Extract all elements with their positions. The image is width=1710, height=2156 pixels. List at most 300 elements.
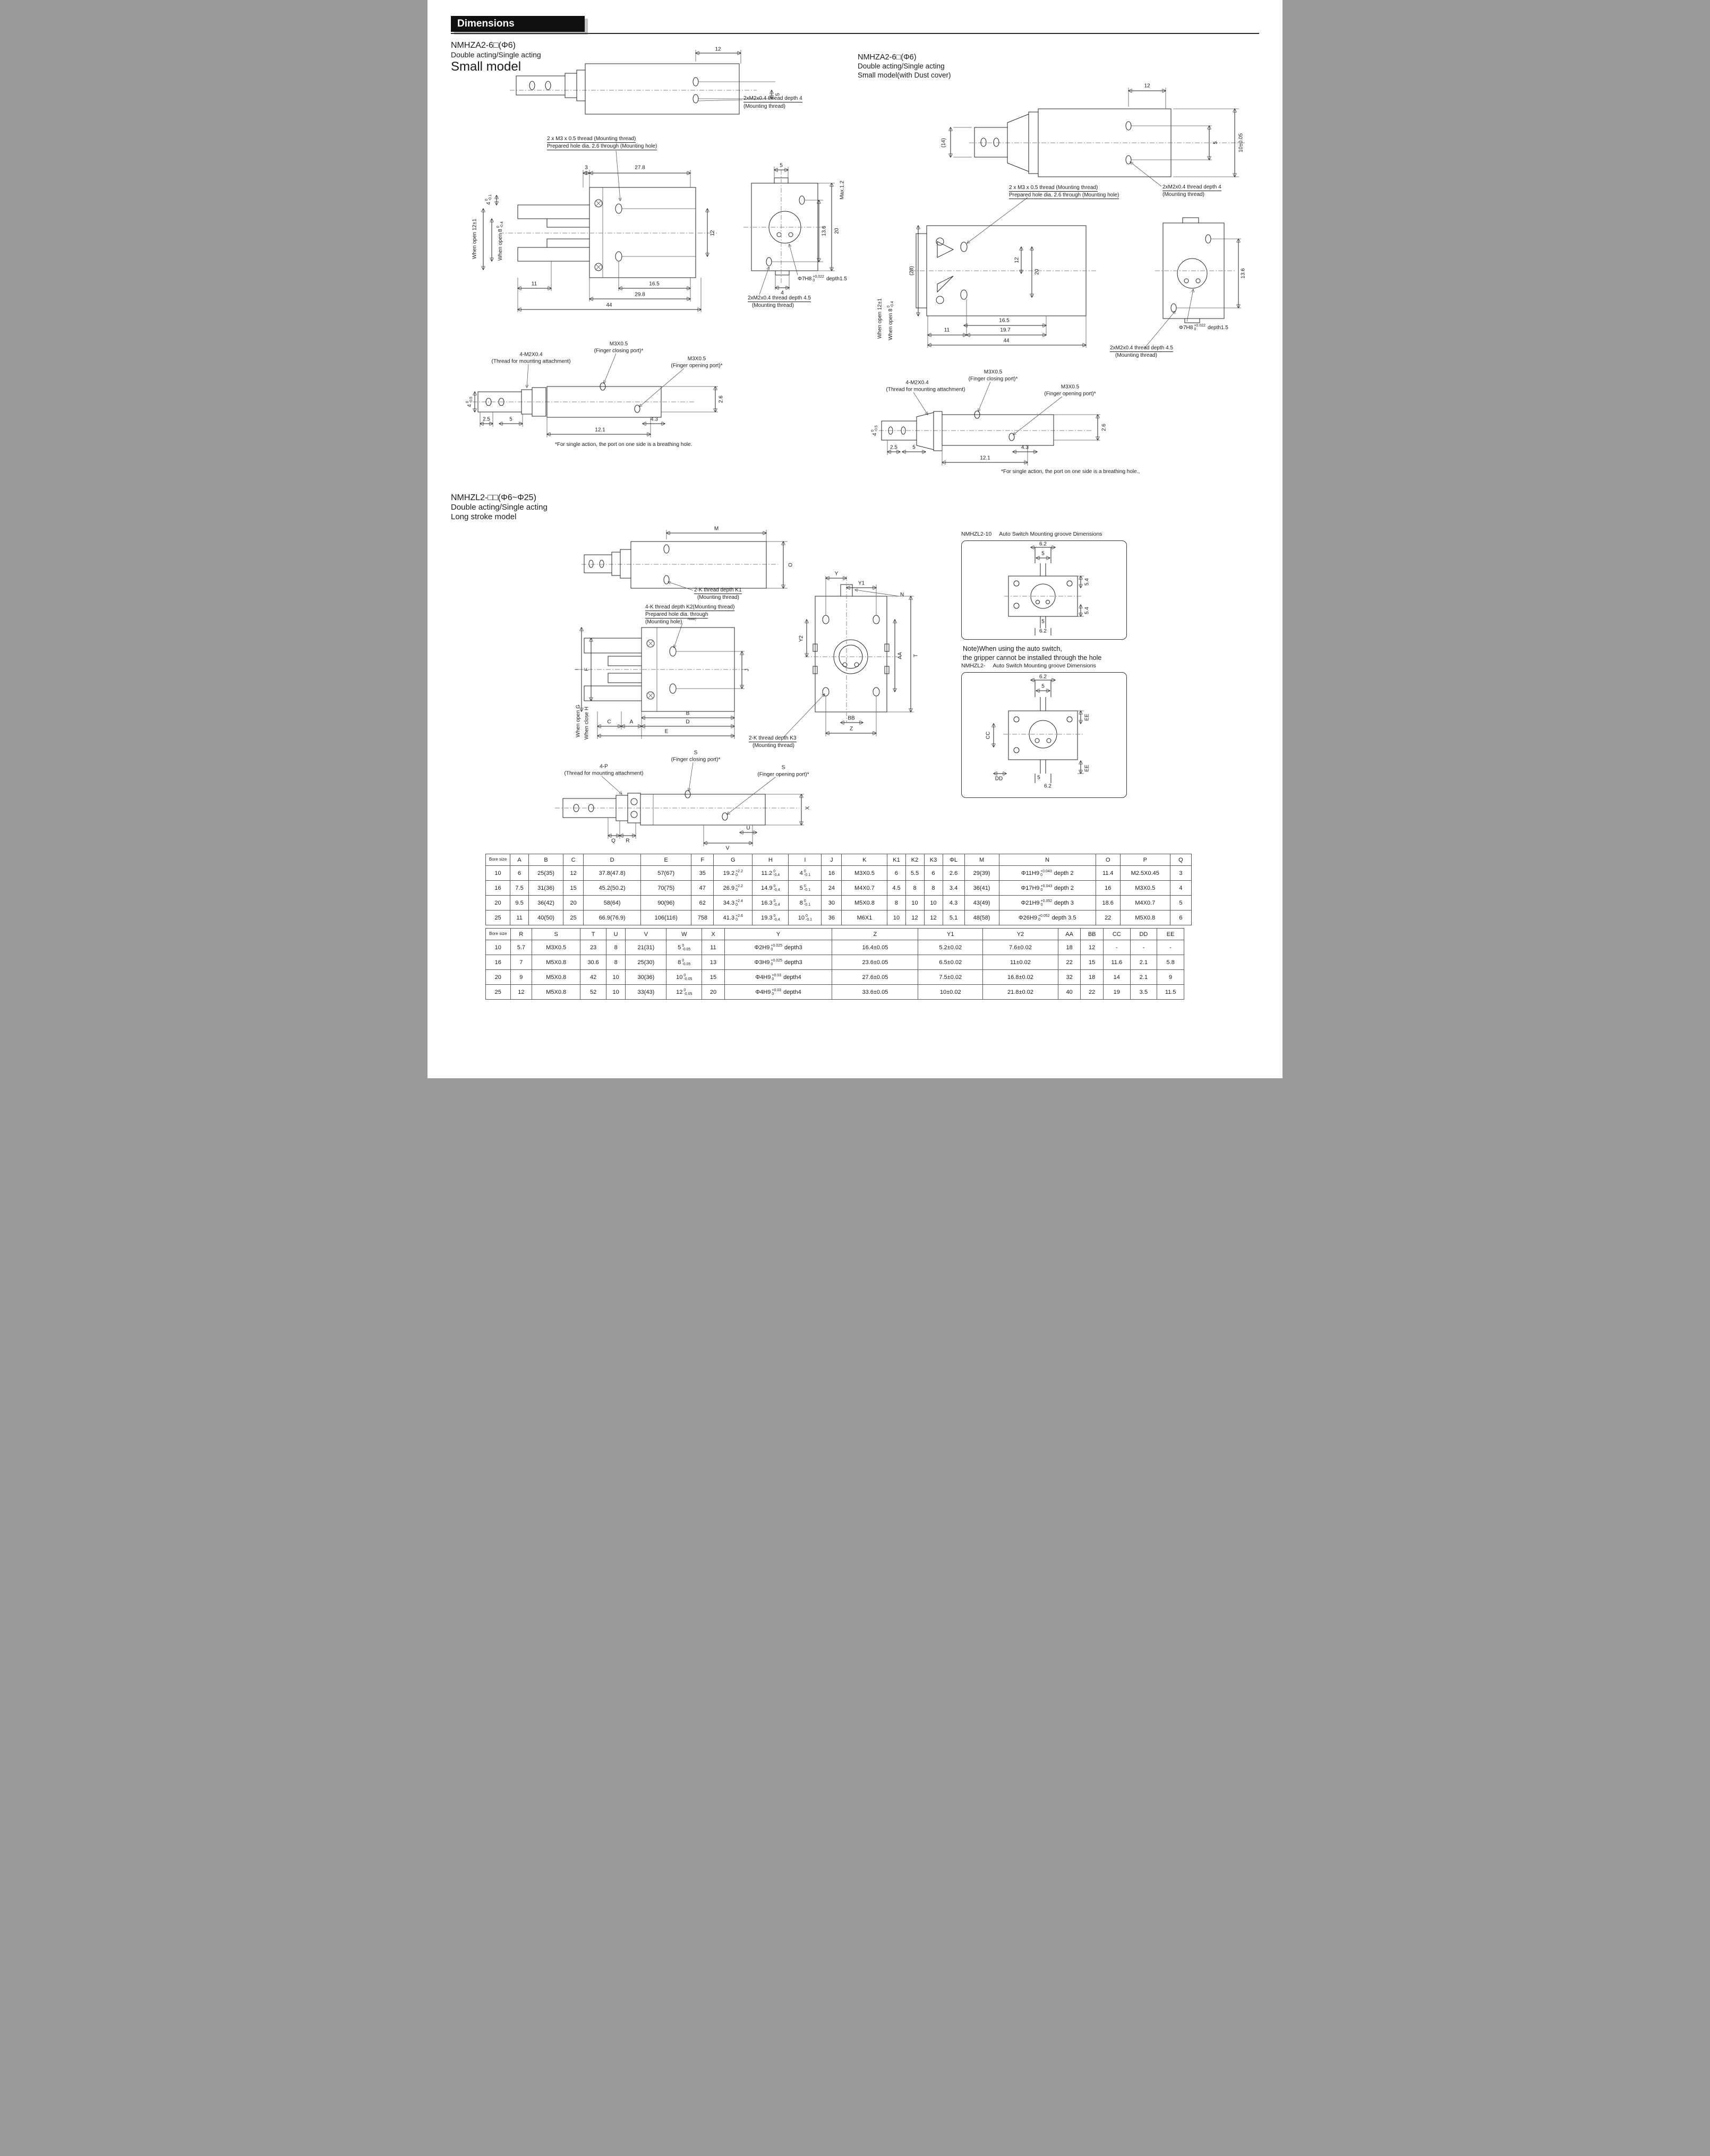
auto-switch-groove-box-2 [961, 672, 1127, 798]
dim: 2.6 [1101, 424, 1107, 431]
table-cell: 11.6 [1103, 955, 1130, 970]
dim: 12.1 [980, 455, 990, 461]
note-line-2: the gripper cannot be installed through the hole [963, 654, 1102, 662]
table-cell: 27.6±0.05 [832, 970, 918, 985]
dim: DD [995, 776, 1003, 782]
table-cell: 33(43) [626, 985, 666, 1000]
drawing-dust-front-view [868, 186, 1282, 364]
table-header-cell: K1 [887, 854, 905, 866]
table-cell: 16.8±0.02 [983, 970, 1058, 985]
dim: B [686, 710, 690, 717]
table-cell: 8 [606, 940, 625, 955]
dim: 6.2 [1039, 674, 1047, 680]
port-label: M3X0.5 [1061, 384, 1080, 390]
table-cell: 5.2±0.02 [918, 940, 983, 955]
table-header-cell: C [563, 854, 584, 866]
dim: When open 8 0 -0.4 [887, 301, 894, 340]
table-cell: 4 0 -0.1 [789, 866, 822, 881]
dim: EE [1084, 765, 1090, 772]
dim: Q [611, 838, 615, 844]
dim: 4 0 -0.1 [485, 194, 492, 205]
table-cell: 25 [486, 910, 510, 925]
table-cell: M5X0.8 [532, 970, 580, 985]
dim: 3 [585, 165, 588, 171]
table-header-cell: R [510, 929, 532, 940]
port-label: (Finger closing port)* [671, 757, 721, 763]
table-cell: 66.9(76.9) [584, 910, 641, 925]
callout-label: 2xM2x0.4 thread depth 4.5 [748, 295, 811, 301]
table-cell: 10 [905, 896, 924, 910]
dim: 12 [715, 46, 721, 53]
table-header-cell: P [1120, 854, 1170, 866]
table-cell: 35 [691, 866, 714, 881]
model-sub: Double acting/Single acting [451, 503, 548, 512]
table-cell: M5X0.8 [842, 896, 887, 910]
callout-label: (Mounting hole) [645, 619, 682, 625]
table-cell: 32 [1058, 970, 1081, 985]
table-cell: 22 [1081, 985, 1104, 1000]
table-header-cell: V [626, 929, 666, 940]
table-cell: 31(36) [529, 881, 563, 896]
table-cell: Φ26H9 +0.052 0 depth 3.5 [999, 910, 1096, 925]
dim: 20 [834, 228, 840, 234]
callout-label: (Mounting thread) [1115, 353, 1157, 358]
dim: 6.2 [1039, 541, 1047, 547]
table-cell: 43(49) [964, 896, 999, 910]
table-cell: 758 [691, 910, 714, 925]
table-cell: 24 [822, 881, 842, 896]
model-sub: Double acting/Single acting [858, 62, 945, 71]
table-cell: M5X0.8 [1120, 910, 1170, 925]
drawing-small-top-view [507, 47, 805, 126]
auto-switch-caption: Auto Switch Mounting groove Dimensions [993, 663, 1096, 669]
table-cell: 23 [580, 940, 606, 955]
table-cell: 2.6 [943, 866, 964, 881]
table-cell: Φ11H9 +0.043 0 depth 2 [999, 866, 1096, 881]
table-header-cell: A [510, 854, 529, 866]
auto-switch-groove-box-1 [961, 540, 1127, 640]
port-label: (Thread for mounting attachment) [564, 770, 644, 777]
callout-label: (Mounting thread) [697, 595, 739, 600]
dim: 6.2 [1044, 783, 1051, 789]
callout-note-sup: Note) [688, 617, 696, 621]
dim: 5.4 [1084, 578, 1090, 586]
page-title: Dimensions [457, 18, 515, 29]
callout-label: (Mounting thread) [1162, 192, 1204, 197]
table-cell: 5.7 [510, 940, 532, 955]
table-cell: 7.6±0.02 [983, 940, 1058, 955]
table-header-cell: AA [1058, 929, 1081, 940]
dim: E [664, 728, 669, 735]
table-cell: 26.9 +2.2 0 [714, 881, 753, 896]
dim: (14) [940, 138, 947, 148]
port-label: (Thread for mounting attachment) [491, 358, 571, 365]
table-header-cell: Q [1170, 854, 1191, 866]
auto-switch-title-1 [961, 531, 1102, 537]
table-cell: Φ4H9 +0.03 0 depth4 [724, 970, 832, 985]
table-cell: 62 [691, 896, 714, 910]
dimension-table-1 [485, 854, 1192, 925]
dim: 12 [1144, 83, 1150, 89]
dim: V [725, 845, 730, 852]
table-header-cell: U [606, 929, 625, 940]
table-cell: 58(64) [584, 896, 641, 910]
table-cell: 3.4 [943, 881, 964, 896]
table-cell: 42 [580, 970, 606, 985]
dim: 6.2 [1039, 628, 1047, 634]
dim: 5 [1041, 551, 1045, 557]
table-cell: 22 [1058, 955, 1081, 970]
table-cell: 106(116) [641, 910, 691, 925]
table-cell: 5.5 [905, 866, 924, 881]
table-cell: 8 [887, 896, 905, 910]
table-cell: 16.4±0.05 [832, 940, 918, 955]
callout-label: 2-K thread depth K3 [749, 735, 797, 741]
table-row [486, 881, 1192, 896]
table-header-cell: T [580, 929, 606, 940]
port-label: (Finger opening port)* [671, 363, 723, 369]
dim: 16.5 [649, 281, 660, 287]
dim: 2.5 [890, 444, 897, 451]
table-cell: 15 [702, 970, 725, 985]
page-section-header [451, 16, 585, 32]
dim: 11 [531, 281, 537, 287]
section-dust-cover-title [858, 53, 951, 80]
table-cell: 5 0 -0.05 [666, 940, 702, 955]
callout-label: 2 x M3 x 0.5 thread (Mounting thread) [547, 136, 636, 142]
dim: X [805, 806, 811, 810]
table-cell: M3X0.5 [532, 940, 580, 955]
table-cell: 8 [924, 881, 943, 896]
table-cell: 22 [1096, 910, 1120, 925]
section-long-stroke-title [451, 493, 548, 522]
callout-label: 2 x M3 x 0.5 thread (Mounting thread) [1009, 185, 1098, 191]
dim: 44 [606, 302, 612, 308]
auto-switch-model: NMHZL2-10 [961, 531, 992, 537]
table-cell: 8 0 -0.05 [666, 955, 702, 970]
table-cell: 10 [606, 985, 625, 1000]
dim: 13.6 [821, 226, 827, 236]
table-cell: 25(35) [529, 866, 563, 881]
callout-label: 2xM2x0.4 thread depth 4 [1162, 184, 1221, 190]
table-cell: Φ4H9 +0.03 0 depth4 [724, 985, 832, 1000]
table-cell: 13 [702, 955, 725, 970]
table-cell: 47 [691, 881, 714, 896]
dim: When open 8 0 -0.4 [497, 221, 504, 261]
table-cell: 10 [924, 896, 943, 910]
auto-switch-model: NMHZL2- [961, 663, 986, 669]
table-cell: 37.8(47.8) [584, 866, 641, 881]
table-cell: 40(50) [529, 910, 563, 925]
table-cell: 6 [510, 866, 529, 881]
table-cell: 36(41) [964, 881, 999, 896]
dim: A [629, 719, 634, 725]
table-cell: 48(58) [964, 910, 999, 925]
model-name: Small model(with Dust cover) [858, 71, 951, 79]
table-cell: 19.2 +2.2 0 [714, 866, 753, 881]
dim: 29.8 [635, 291, 645, 298]
table-header-cell: G [714, 854, 753, 866]
table-cell: 21(31) [626, 940, 666, 955]
dim: R [626, 838, 630, 844]
model-sub: Double acting/Single acting [451, 50, 541, 59]
port-label: (Finger closing port)* [594, 348, 644, 354]
dim: U [746, 825, 750, 831]
table-cell: 14.9 0 -0.4 [753, 881, 789, 896]
table-cell: 33.6±0.05 [832, 985, 918, 1000]
dim: D [686, 719, 690, 725]
dim: Y [834, 571, 839, 577]
table-cell: 12 [905, 910, 924, 925]
dim: EE [1084, 714, 1090, 721]
table-cell: 7.5 [510, 881, 529, 896]
table-cell: 14 [1103, 970, 1130, 985]
table-cell: 30.6 [580, 955, 606, 970]
table-cell: 8 [606, 955, 625, 970]
dim: 5 [780, 162, 783, 169]
dim: 20 [1034, 269, 1040, 275]
table-cell: 12 [510, 985, 532, 1000]
table-cell: Φ17H9 +0.043 0 depth 2 [999, 881, 1096, 896]
table-header-cell: DD [1130, 929, 1157, 940]
port-label: M3X0.5 [609, 341, 628, 347]
port-label: 4-M2X0.4 [905, 380, 929, 386]
dim: Y2 [798, 635, 805, 642]
table-cell: 11.4 [1096, 866, 1120, 881]
model-code: NMHZA2-6□(Φ6) [451, 41, 516, 50]
table-row [486, 866, 1192, 881]
table-cell: 6 [924, 866, 943, 881]
table-header-cell: K2 [905, 854, 924, 866]
table-row [486, 955, 1184, 970]
dim: When open 12±1 [472, 218, 478, 260]
table-cell: Φ21H9 +0.052 0 depth 3 [999, 896, 1096, 910]
table-cell: 16 [486, 955, 511, 970]
dim: T [913, 654, 919, 658]
table-cell: M2.5X0.45 [1120, 866, 1170, 881]
dim: 16.5 [999, 317, 1010, 324]
callout-label: 2-K thread depth K1 [694, 587, 742, 593]
dim: 19.7 [1000, 327, 1011, 333]
port-label: 4-P [600, 763, 608, 770]
table-header-cell: Y [724, 929, 832, 940]
table-cell: M5X0.8 [532, 955, 580, 970]
table-cell: 20 [702, 985, 725, 1000]
dim: BB [848, 715, 855, 721]
dim: 2.5 [483, 416, 490, 423]
table-cell: M4X0.7 [1120, 896, 1170, 910]
table-cell: 34.3 +2.4 0 [714, 896, 753, 910]
table-header-cell: O [1096, 854, 1120, 866]
table-cell: M5X0.8 [532, 985, 580, 1000]
table-cell: - [1157, 940, 1184, 955]
table-header-cell: Bore size [486, 854, 510, 866]
table-cell: 11 [702, 940, 725, 955]
dim: 5 [775, 93, 781, 96]
table-cell: 10 [606, 970, 625, 985]
table-cell: 7.5±0.02 [918, 970, 983, 985]
port-label: (Finger opening port)* [1044, 391, 1096, 397]
dim: When close H [584, 706, 590, 740]
table-cell: 90(96) [641, 896, 691, 910]
table-header-cell: F [691, 854, 714, 866]
table-cell: 9 [510, 970, 532, 985]
model-name: Long stroke model [451, 512, 517, 522]
table-cell: 19 [1103, 985, 1130, 1000]
dim: When open 12±1 [877, 298, 883, 339]
table-cell: 36 [822, 910, 842, 925]
table-cell: 25 [563, 910, 584, 925]
table-row [486, 985, 1184, 1000]
table-cell: 3 [1170, 866, 1191, 881]
table-cell: 29(39) [964, 866, 999, 881]
table-cell: 18 [1058, 940, 1081, 955]
table-cell: 3.5 [1130, 985, 1157, 1000]
drawing-small-front-view [467, 137, 722, 315]
table-cell: 4.3 [943, 896, 964, 910]
table-cell: 70(75) [641, 881, 691, 896]
table-cell: 4.5 [887, 881, 905, 896]
table-header-cell: Y1 [918, 929, 983, 940]
callout-label: Prepared hole dia. 2.6 through (Mounting hole) [547, 143, 657, 149]
dim: 4.3 [1021, 444, 1029, 451]
table-cell: 45.2(50.2) [584, 881, 641, 896]
table-cell: 23.6±0.05 [832, 955, 918, 970]
drawing-long-bottom-view [544, 750, 852, 864]
table-cell: 12 [563, 866, 584, 881]
dim: 5 [1041, 619, 1045, 625]
table-cell: 18.6 [1096, 896, 1120, 910]
callout-label: Φ7H8 +0.022 0 depth1.5 [798, 275, 847, 282]
table-header-cell: Z [832, 929, 918, 940]
dim: When open G [575, 705, 582, 737]
table-cell: 18 [1081, 970, 1104, 985]
table-header-cell: M [964, 854, 999, 866]
dim: (28) [909, 266, 915, 276]
table-cell: M3X0.5 [842, 866, 887, 881]
note-line-1: Note)When using the auto switch, [963, 645, 1062, 652]
table-cell: 10 0 -0.1 [789, 910, 822, 925]
table-cell: 16 [822, 866, 842, 881]
table-cell: - [1103, 940, 1130, 955]
callout-label: 2xM2x0.4 thread depth 4.5 [1110, 345, 1173, 351]
port-label: S [694, 750, 698, 756]
dim: Z [849, 726, 853, 732]
table-cell: 16.3 0 -0.4 [753, 896, 789, 910]
table-header-cell: I [789, 854, 822, 866]
table-cell: 20 [486, 896, 510, 910]
dim: C [607, 719, 611, 725]
dim: 5 [1212, 141, 1219, 144]
table-cell: M4X0.7 [842, 881, 887, 896]
dim: F [584, 667, 590, 672]
dim: 12 [709, 230, 716, 236]
table-header-cell: S [532, 929, 580, 940]
table-cell: 10 [486, 866, 510, 881]
footnote: *For single action, the port on one side is a breathing hole. [555, 442, 692, 448]
table-row [486, 896, 1192, 910]
callout-label: (Mounting thread) [753, 743, 794, 749]
table-header-cell: H [753, 854, 789, 866]
table-cell: 2.1 [1130, 955, 1157, 970]
drawing-long-end-view [749, 571, 932, 749]
table-row [486, 940, 1184, 955]
table-cell: 20 [486, 970, 511, 985]
callout-label: Prepared hole dia. through [645, 612, 708, 617]
table-cell: Φ3H9 +0.025 0 depth3 [724, 955, 832, 970]
dim: Y1 [858, 580, 865, 587]
callout-label: 4-K thread depth K2(Mounting thread) [645, 604, 735, 610]
table-cell: 57(67) [641, 866, 691, 881]
table-cell: 12 0 -0.05 [666, 985, 702, 1000]
table-cell: 40 [1058, 985, 1081, 1000]
dim: 11 [944, 327, 950, 333]
table-header-cell: K [842, 854, 887, 866]
table-cell: 30 [822, 896, 842, 910]
table-header-cell: CC [1103, 929, 1130, 940]
table-cell: 4 [1170, 881, 1191, 896]
drawing-long-top-view [582, 526, 810, 605]
port-label: M3X0.5 [984, 369, 1003, 375]
dim: 12 [1014, 257, 1020, 263]
table-header-cell: N [999, 854, 1096, 866]
table-cell: - [1130, 940, 1157, 955]
table-header-cell: Bore size [486, 929, 511, 940]
table-header-cell: D [584, 854, 641, 866]
dim: O [788, 563, 794, 567]
dim: M [714, 526, 719, 532]
table-cell: 11±0.02 [983, 955, 1058, 970]
table-cell: 5.1 [943, 910, 964, 925]
table-cell: 6.5±0.02 [918, 955, 983, 970]
dim: 5 [1041, 683, 1045, 690]
table-cell: 2.1 [1130, 970, 1157, 985]
drawing-small-bottom-view [467, 340, 786, 454]
table-cell: 16 [486, 881, 510, 896]
model-name: Small model [451, 59, 521, 74]
table-cell: 10 0 -0.05 [666, 970, 702, 985]
table-header-cell: EE [1157, 929, 1184, 940]
table-cell: 12 [924, 910, 943, 925]
port-label: 4-M2X0.4 [519, 351, 543, 358]
table-cell: 9.5 [510, 896, 529, 910]
dim: 4 [781, 290, 784, 296]
table-cell: 11.5 [1157, 985, 1184, 1000]
table-cell: 25(30) [626, 955, 666, 970]
callout-label: 2xM2x0.4 thread depth 4 [743, 96, 802, 101]
drawing-small-side-view [738, 159, 860, 311]
dim: CC [985, 731, 991, 740]
callout-label: (Mounting thread) [743, 104, 785, 109]
table-cell: 11.2 0 -0.4 [753, 866, 789, 881]
dim: I [574, 668, 580, 671]
table-cell: 9 [1157, 970, 1184, 985]
dim: 5 [1037, 775, 1040, 781]
table-header-cell: J [822, 854, 842, 866]
table-cell: 11 [510, 910, 529, 925]
table-cell: 5 0 -0.1 [789, 881, 822, 896]
dim: 2.6 [718, 396, 724, 403]
table-cell: 10 [887, 910, 905, 925]
dim: 5 [912, 444, 916, 451]
dim: AA [897, 652, 903, 659]
auto-switch-note [963, 645, 1101, 663]
table-cell: 16 [1096, 881, 1120, 896]
table-header-cell: Y2 [983, 929, 1058, 940]
dim: 13.6 [1240, 268, 1246, 279]
dim: 4 0 -0.5 [466, 397, 473, 407]
table-row [486, 910, 1192, 925]
